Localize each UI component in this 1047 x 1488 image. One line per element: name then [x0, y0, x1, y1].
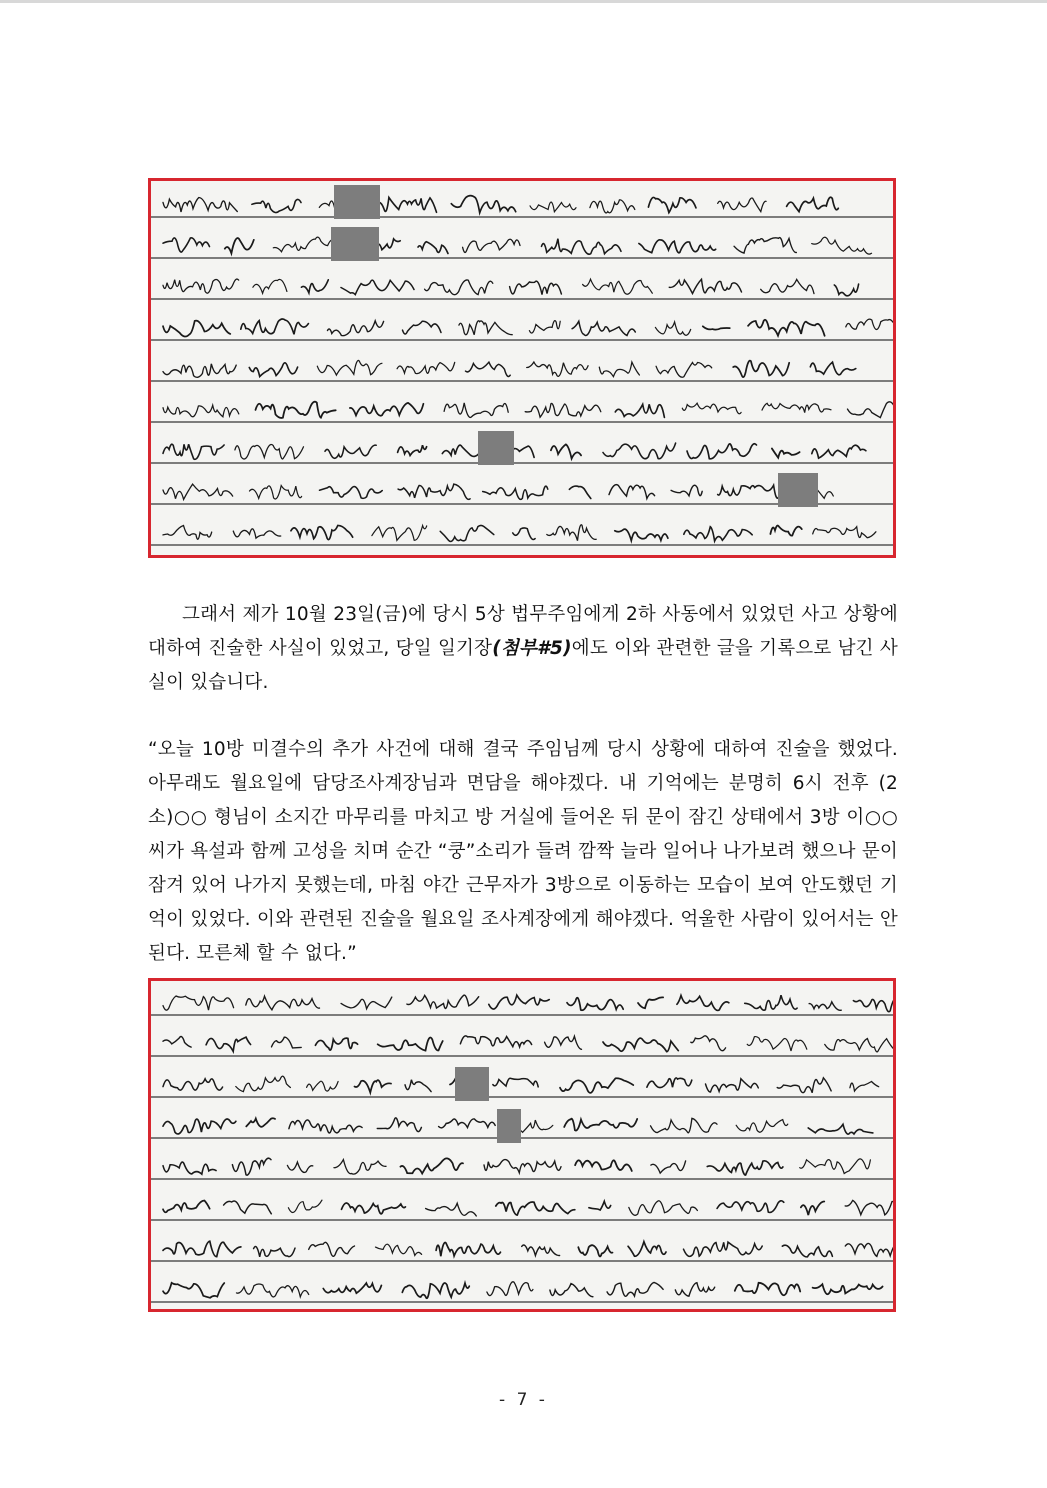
handwriting-stroke: [291, 525, 353, 539]
handwriting-stroke: [529, 321, 560, 333]
handwriting-stroke: [334, 1160, 386, 1175]
handwriting-stroke: [655, 322, 690, 335]
handwriting-stroke: [510, 281, 562, 294]
handwriting-stroke: [808, 1124, 873, 1134]
handwriting-stroke: [560, 1078, 633, 1093]
handwriting-stroke: [687, 444, 757, 459]
handwriting-stroke: [459, 321, 512, 335]
handwriting-stroke: [163, 321, 230, 337]
handwriting-stroke: [398, 484, 470, 499]
handwriting-stroke: [378, 1038, 443, 1051]
handwriting-stroke: [163, 1079, 223, 1090]
handwritten-scan-top: [148, 178, 896, 558]
handwriting-stroke: [717, 1201, 784, 1213]
handwriting-stroke: [684, 527, 752, 541]
handwriting-stroke: [761, 279, 814, 293]
handwriting-stroke: [718, 485, 784, 499]
redaction-box: [778, 473, 818, 507]
handwriting-stroke: [770, 526, 801, 536]
handwriting-stroke: [377, 1118, 421, 1132]
attachment-reference: (첨부#5): [492, 638, 572, 659]
handwriting-stroke: [703, 326, 730, 329]
handwriting-stroke: [845, 1242, 893, 1256]
handwriting-stroke: [745, 995, 797, 1010]
handwriting-stroke: [323, 1283, 381, 1293]
body-paragraph: [148, 598, 898, 700]
handwriting-stroke: [225, 238, 254, 253]
handwriting-stroke: [253, 279, 287, 293]
handwriting-stroke: [762, 403, 831, 412]
handwriting-stroke: [812, 445, 866, 458]
handwriting-stroke: [607, 1282, 663, 1296]
handwriting-stroke: [800, 1159, 871, 1174]
handwriting-stroke: [341, 280, 414, 295]
handwriting-stroke: [572, 321, 635, 335]
redaction-box: [455, 1067, 489, 1101]
handwriting-stroke: [307, 1081, 339, 1091]
handwriting-stroke: [246, 996, 320, 1010]
page-top-rule: [0, 0, 1047, 3]
handwriting-stroke: [483, 486, 548, 499]
handwriting-stroke: [355, 1080, 392, 1092]
handwritten-scan-bottom: [148, 978, 896, 1312]
handwriting-stroke: [813, 1284, 883, 1294]
diary-quote: “오늘 10방 미결수의 추가 사건에 대해 결국 주임님께 당시 상황에 대하여 진술을 했었다. 아무래도 월요일에 담당조사계장님과 면담을 해야겠다. 내 기억에는 분명히 6시 전후 (2소)○○ 형님이 소지간 마무리를 마치고 방 거실에 들어온 뒤 문이 잠긴 상태에서 3방 이○○씨가 욕설과 함께 고성을 치며 순간 “쿵”소리가 들려 깜짝 늘라 일어나 나가보려 했으나 문이 잠겨 있어 나가지 못했는데, 마침 야간 근무자가 3방으로 이동하는 모습이 보여 안도했던 기억이 있었다. 이와 관련된 진술을 월요일 조사계장에게 해야겠다. 억울한 사람이 있어서는 안된다. 모른체 할 수 없다.”: [148, 739, 898, 964]
handwriting-stroke: [372, 526, 427, 541]
handwriting-stroke: [350, 403, 424, 416]
handwriting-stroke: [484, 1160, 561, 1173]
handwriting-stroke: [647, 1078, 692, 1088]
handwriting-stroke: [439, 1119, 496, 1128]
handwriting-stroke: [578, 1245, 612, 1256]
handwriting-stroke: [718, 198, 766, 212]
handwriting-stroke: [235, 444, 304, 459]
handwriting-stroke: [426, 1203, 477, 1216]
handwriting-stroke: [397, 362, 455, 373]
handwriting-stroke: [825, 1039, 893, 1052]
handwriting-stroke: [301, 280, 328, 293]
handwriting-stroke: [787, 197, 839, 211]
handwriting-stroke: [250, 486, 302, 499]
handwriting-stroke: [736, 1120, 788, 1133]
handwriting-stroke: [163, 484, 233, 499]
handwriting-stroke: [850, 1082, 879, 1092]
handwriting-stroke: [272, 1037, 302, 1048]
handwriting-stroke: [551, 444, 581, 458]
handwriting-stroke: [315, 1038, 357, 1050]
handwriting-stroke: [734, 238, 796, 253]
handwriting-stroke: [425, 280, 493, 295]
handwriting-stroke: [648, 197, 696, 212]
handwriting-stroke: [163, 1283, 224, 1298]
handwriting-stroke: [163, 526, 212, 540]
handwriting-stroke: [489, 995, 549, 1009]
handwriting-stroke: [444, 403, 508, 418]
handwriting-stroke: [320, 487, 383, 499]
handwriting-stroke: [418, 242, 448, 254]
handwriting-stroke: [669, 279, 741, 293]
handwriting-stroke: [496, 1202, 575, 1215]
handwriting-stroke: [163, 364, 236, 378]
handwriting-stroke: [589, 1201, 611, 1210]
handwriting-stroke: [236, 1076, 291, 1091]
handwriting-stroke: [224, 1201, 272, 1214]
handwriting-stroke: [707, 1161, 783, 1175]
handwriting-stroke: [232, 1158, 271, 1175]
handwriting-stroke: [628, 1242, 666, 1257]
handwriting-stroke: [402, 1283, 469, 1298]
paragraph-text-end: 에도 이와 관련한 글을 기록으로 남긴 사실이 있습니다.: [148, 638, 898, 693]
handwriting-stroke: [603, 443, 676, 459]
handwriting-stroke: [615, 529, 668, 540]
handwriting-stroke: [522, 1245, 560, 1256]
redaction-box: [334, 185, 380, 219]
handwriting-stroke: [583, 279, 653, 294]
handwriting-stroke: [809, 1002, 841, 1010]
handwriting-stroke: [575, 1160, 632, 1171]
handwriting-stroke: [513, 528, 535, 540]
handwriting-stroke: [163, 1201, 210, 1213]
handwriting-stroke: [328, 321, 384, 336]
redaction-box: [478, 431, 514, 465]
redaction-box: [497, 1109, 521, 1143]
handwriting-stroke: [684, 1242, 763, 1256]
handwriting-stroke: [246, 1118, 275, 1127]
handwriting-stroke: [748, 320, 825, 336]
handwriting-stroke: [638, 997, 663, 1008]
handwriting-stroke: [603, 1038, 678, 1052]
handwriting-stroke: [846, 319, 893, 329]
handwriting-stroke: [848, 402, 894, 418]
handwriting-stroke: [527, 362, 588, 376]
handwriting-stroke: [163, 996, 234, 1010]
handwriting-stroke: [682, 403, 741, 414]
handwriting-stroke: [233, 529, 280, 538]
handwriting-stroke: [163, 1037, 191, 1048]
handwriting-stroke: [163, 405, 239, 417]
handwriting-stroke: [629, 1201, 698, 1216]
handwriting-stroke: [436, 1242, 500, 1256]
handwriting-stroke: [777, 1078, 831, 1093]
handwriting-stroke: [163, 1241, 241, 1257]
handwriting-stroke: [163, 1119, 236, 1134]
handwriting-stroke: [530, 202, 576, 212]
handwriting-stroke: [252, 199, 301, 212]
handwriting-stroke: [733, 361, 789, 378]
handwriting-stroke: [487, 1282, 533, 1296]
handwriting-stroke: [451, 196, 515, 213]
handwriting-stroke: [460, 1036, 531, 1047]
handwriting-stroke: [288, 1200, 322, 1212]
handwriting-stroke: [590, 200, 635, 213]
handwriting-stroke: [317, 360, 382, 375]
handwriting-stroke: [853, 997, 893, 1011]
handwriting-stroke: [256, 402, 336, 418]
handwriting-stroke: [440, 525, 494, 541]
handwriting-stroke: [706, 1079, 759, 1092]
handwriting-stroke: [599, 362, 639, 377]
handwriting-stroke: [813, 527, 876, 538]
handwriting-stroke: [651, 1161, 686, 1173]
handwriting-stroke: [735, 1283, 800, 1295]
handwriting-stroke: [341, 997, 392, 1009]
handwriting-stroke: [810, 362, 856, 375]
handwriting-stroke: [782, 1245, 832, 1257]
handwriting-stroke: [564, 1119, 637, 1131]
handwriting-stroke: [639, 240, 716, 253]
handwriting-stroke: [656, 362, 712, 377]
handwriting-stroke: [309, 1242, 355, 1256]
handwriting-stroke: [747, 1037, 807, 1051]
handwriting-stroke: [206, 1037, 251, 1051]
handwriting-stroke: [812, 237, 872, 254]
handwriting-stroke: [834, 284, 858, 296]
handwriting-stroke: [677, 996, 729, 1011]
handwriting-stroke: [651, 1118, 718, 1132]
handwriting-stroke: [675, 1283, 714, 1297]
handwriting-stroke: [405, 1080, 431, 1092]
handwriting-stroke: [550, 1284, 593, 1297]
handwriting-stroke: [375, 198, 436, 213]
handwriting-stroke: [442, 445, 479, 456]
handwriting-stroke: [163, 279, 239, 293]
page-number: - 7 -: [499, 1390, 548, 1410]
handwriting-stroke: [615, 404, 664, 417]
handwriting-stroke: [493, 1078, 538, 1087]
paragraph-text: 그래서 제가 10월 23일(금)에 당시 5상 법무주임에게 2하 사동에서 있었던 사고 상황에 대하여 진술한 사실이 있었고, 당일 일기장: [148, 604, 898, 659]
handwriting-stroke: [289, 1120, 362, 1133]
handwriting-stroke: [342, 1203, 406, 1214]
handwriting-stroke: [547, 525, 596, 541]
handwriting-stroke: [325, 445, 376, 458]
handwriting-stroke: [163, 1162, 216, 1174]
handwriting-stroke: [466, 362, 511, 376]
redaction-box: [331, 227, 379, 261]
handwriting-stroke: [398, 445, 427, 455]
handwriting-stroke: [237, 1284, 309, 1297]
handwriting-stroke: [376, 1244, 422, 1255]
handwriting-stroke: [463, 239, 520, 252]
handwriting-stroke: [545, 1036, 582, 1049]
handwriting-stroke: [287, 1162, 312, 1172]
handwriting-stroke: [691, 1036, 726, 1051]
handwriting-stroke: [254, 1247, 295, 1257]
handwriting-stroke: [671, 485, 702, 496]
handwriting-stroke: [403, 321, 442, 334]
handwriting-stroke: [801, 1201, 825, 1215]
handwriting-stroke: [525, 403, 601, 417]
handwriting-stroke: [845, 1200, 893, 1215]
handwriting-stroke: [163, 444, 224, 459]
handwriting-stroke: [400, 1158, 463, 1173]
handwriting-stroke: [407, 995, 479, 1008]
handwriting-stroke: [542, 239, 622, 255]
handwriting-stroke: [163, 198, 237, 213]
handwriting-stroke: [249, 363, 297, 377]
handwriting-stroke: [609, 485, 655, 499]
handwriting-stroke: [567, 998, 623, 1011]
handwriting-stroke: [241, 319, 309, 334]
handwriting-stroke: [772, 449, 800, 458]
handwriting-stroke: [163, 238, 210, 252]
handwriting-stroke: [569, 486, 590, 498]
